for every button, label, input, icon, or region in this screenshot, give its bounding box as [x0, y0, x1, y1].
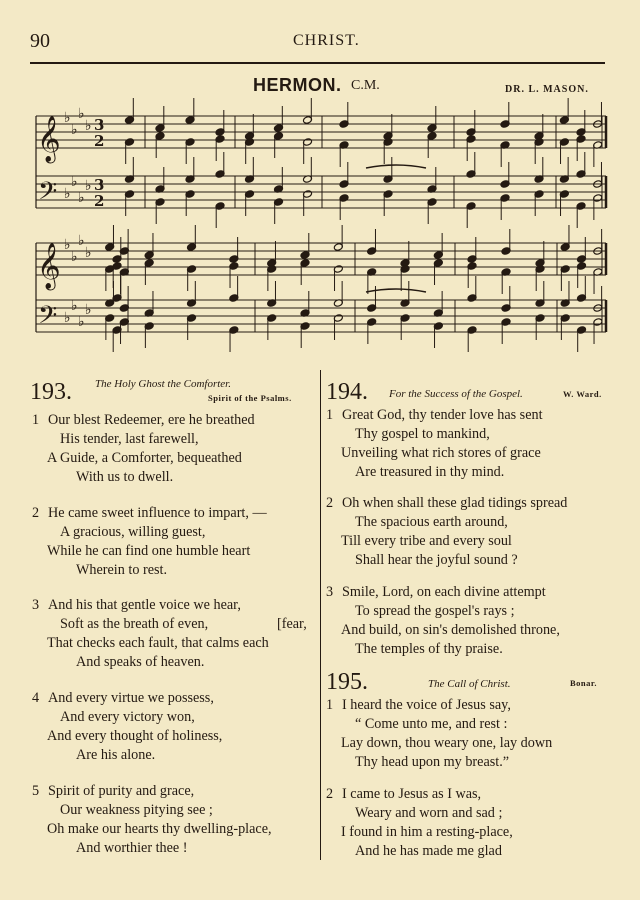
bass-staff [36, 176, 606, 208]
tune-name: HERMON. [253, 75, 342, 95]
flat-sign: ♭ [71, 249, 78, 265]
tune-composer: DR. L. MASON. [505, 84, 589, 95]
verse-line: His tender, last farewell, [60, 431, 199, 447]
bass-clef: 𝄢 [38, 177, 58, 212]
stanza-number: 3 [326, 584, 334, 600]
hymn-title: The Call of Christ. [428, 678, 511, 690]
verse-line: Lay down, thou weary one, lay down [341, 735, 553, 751]
verse-line: To spread the gospel's rays ; [355, 603, 515, 619]
treble-clef: 𝄞 [37, 243, 61, 289]
staff-system-1 [36, 98, 606, 228]
verse-line: Are his alone. [76, 747, 156, 763]
stanza-number: 4 [32, 690, 40, 706]
flat-sign: ♭ [85, 302, 92, 318]
flat-sign: ♭ [85, 118, 92, 134]
verse-line: With us to dwell. [76, 469, 174, 485]
stanza-number: 1 [326, 407, 334, 423]
stanza-number: 2 [32, 505, 40, 521]
stanza-number: 1 [326, 697, 334, 713]
verse-line: 1 I heard the voice of Jesus say, [326, 697, 511, 713]
flat-sign: ♭ [64, 310, 71, 326]
verse-line: Thy gospel to mankind, [355, 426, 490, 442]
verse-line: The spacious earth around, [355, 514, 508, 530]
flat-sign: ♭ [78, 106, 85, 122]
flat-sign: ♭ [78, 314, 85, 330]
verse-line: 4 And every virtue we possess, [32, 690, 214, 706]
flat-sign: ♭ [85, 178, 92, 194]
hymn-attribution: W. Ward. [563, 389, 602, 399]
flat-sign: ♭ [85, 245, 92, 261]
flat-sign: ♭ [78, 190, 85, 206]
verse-line: 5 Spirit of purity and grace, [32, 783, 195, 799]
verse-line: And every thought of holiness, [47, 728, 223, 744]
page-section-title: CHRIST. [293, 32, 360, 49]
flat-sign: ♭ [78, 233, 85, 249]
flat-sign: ♭ [64, 237, 71, 253]
hymn-attribution: Bonar. [570, 678, 598, 688]
verse-line: 1 Great God, thy tender love has sent [326, 407, 543, 423]
verse-line: That checks each fault, that calms each [47, 635, 269, 651]
verse-line: Till every tribe and every soul [341, 533, 512, 549]
hymn-attribution: Spirit of the Psalms. [208, 393, 292, 403]
hymn-number: 194. [326, 379, 368, 405]
verse-line: Are treasured in thy mind. [355, 464, 505, 480]
verse-line: Weary and worn and sad ; [355, 805, 503, 821]
flat-sign: ♭ [71, 122, 78, 138]
stanza-number: 2 [326, 786, 334, 802]
hymn-tune-score [0, 0, 640, 360]
verse-line: Oh make our hearts thy dwelling-place, [47, 821, 272, 837]
bass-clef: 𝄢 [38, 301, 58, 336]
verse-line: Our weakness pitying see ; [60, 802, 213, 818]
stanza-number: 5 [32, 783, 40, 799]
treble-staff [36, 116, 606, 148]
treble-clef: 𝄞 [37, 116, 61, 162]
verse-line: A Guide, a Comforter, bequeathed [47, 450, 242, 466]
hymn-number: 195. [326, 669, 368, 695]
verse-line: While he can find one humble heart [47, 543, 251, 559]
verse-line: 3 And his that gentle voice we hear, [32, 597, 241, 613]
verse-line: I found in him a resting-place, [341, 824, 513, 840]
flat-sign: ♭ [64, 186, 71, 202]
verse-line: And every victory won, [60, 709, 195, 725]
verse-line: Thy head upon my breast.” [355, 754, 510, 770]
hymn-title: The Holy Ghost the Comforter. [95, 378, 231, 390]
verse-line: And speaks of heaven. [76, 654, 205, 670]
verse-line: 2 He came sweet influence to impart, — [32, 505, 267, 521]
hymn-number: 193. [30, 379, 72, 405]
bass-staff [36, 300, 606, 332]
hymn-title: For the Success of the Gospel. [389, 388, 523, 400]
slur [366, 165, 426, 168]
verse-line: 2 Oh when shall these glad tidings spread [326, 495, 568, 511]
flat-sign: ♭ [71, 174, 78, 190]
verse-line: Shall hear the joyful sound ? [355, 552, 518, 568]
time-signature: 2 [94, 132, 105, 150]
verse-line: 2 I came to Jesus as I was, [326, 786, 482, 802]
verse-line: 3 Smile, Lord, on each divine attempt [326, 584, 546, 600]
stanza-number: 3 [32, 597, 40, 613]
verse-line: And worthier thee ! [76, 840, 188, 856]
time-signature: 3 [94, 176, 105, 194]
flat-sign: ♭ [71, 298, 78, 314]
flat-sign: ♭ [64, 110, 71, 126]
time-signature: 3 [94, 116, 105, 134]
page-number: 90 [30, 30, 50, 52]
column-divider [320, 370, 321, 860]
verse-line-overflow: [fear, [277, 616, 307, 632]
stanza-number: 1 [32, 412, 40, 428]
verse-line: “ Come unto me, and rest : [355, 716, 508, 732]
time-signature: 2 [94, 192, 105, 210]
verse-line: A gracious, willing guest, [60, 524, 206, 540]
stanza-number: 2 [326, 495, 334, 511]
verse-line: Soft as the breath of even, [60, 616, 209, 632]
verse-line: Unveiling what rich stores of grace [341, 445, 541, 461]
verse-line: 1 Our blest Redeemer, ere he breathed [32, 412, 255, 428]
staff-system-2 [36, 225, 606, 352]
tune-meter: C.M. [351, 78, 380, 93]
verse-line: Wherein to rest. [76, 562, 167, 578]
verse-line: The temples of thy praise. [355, 641, 503, 657]
verse-line: And build, on sin's demolished throne, [341, 622, 560, 638]
verse-line: And he has made me glad [355, 843, 502, 859]
